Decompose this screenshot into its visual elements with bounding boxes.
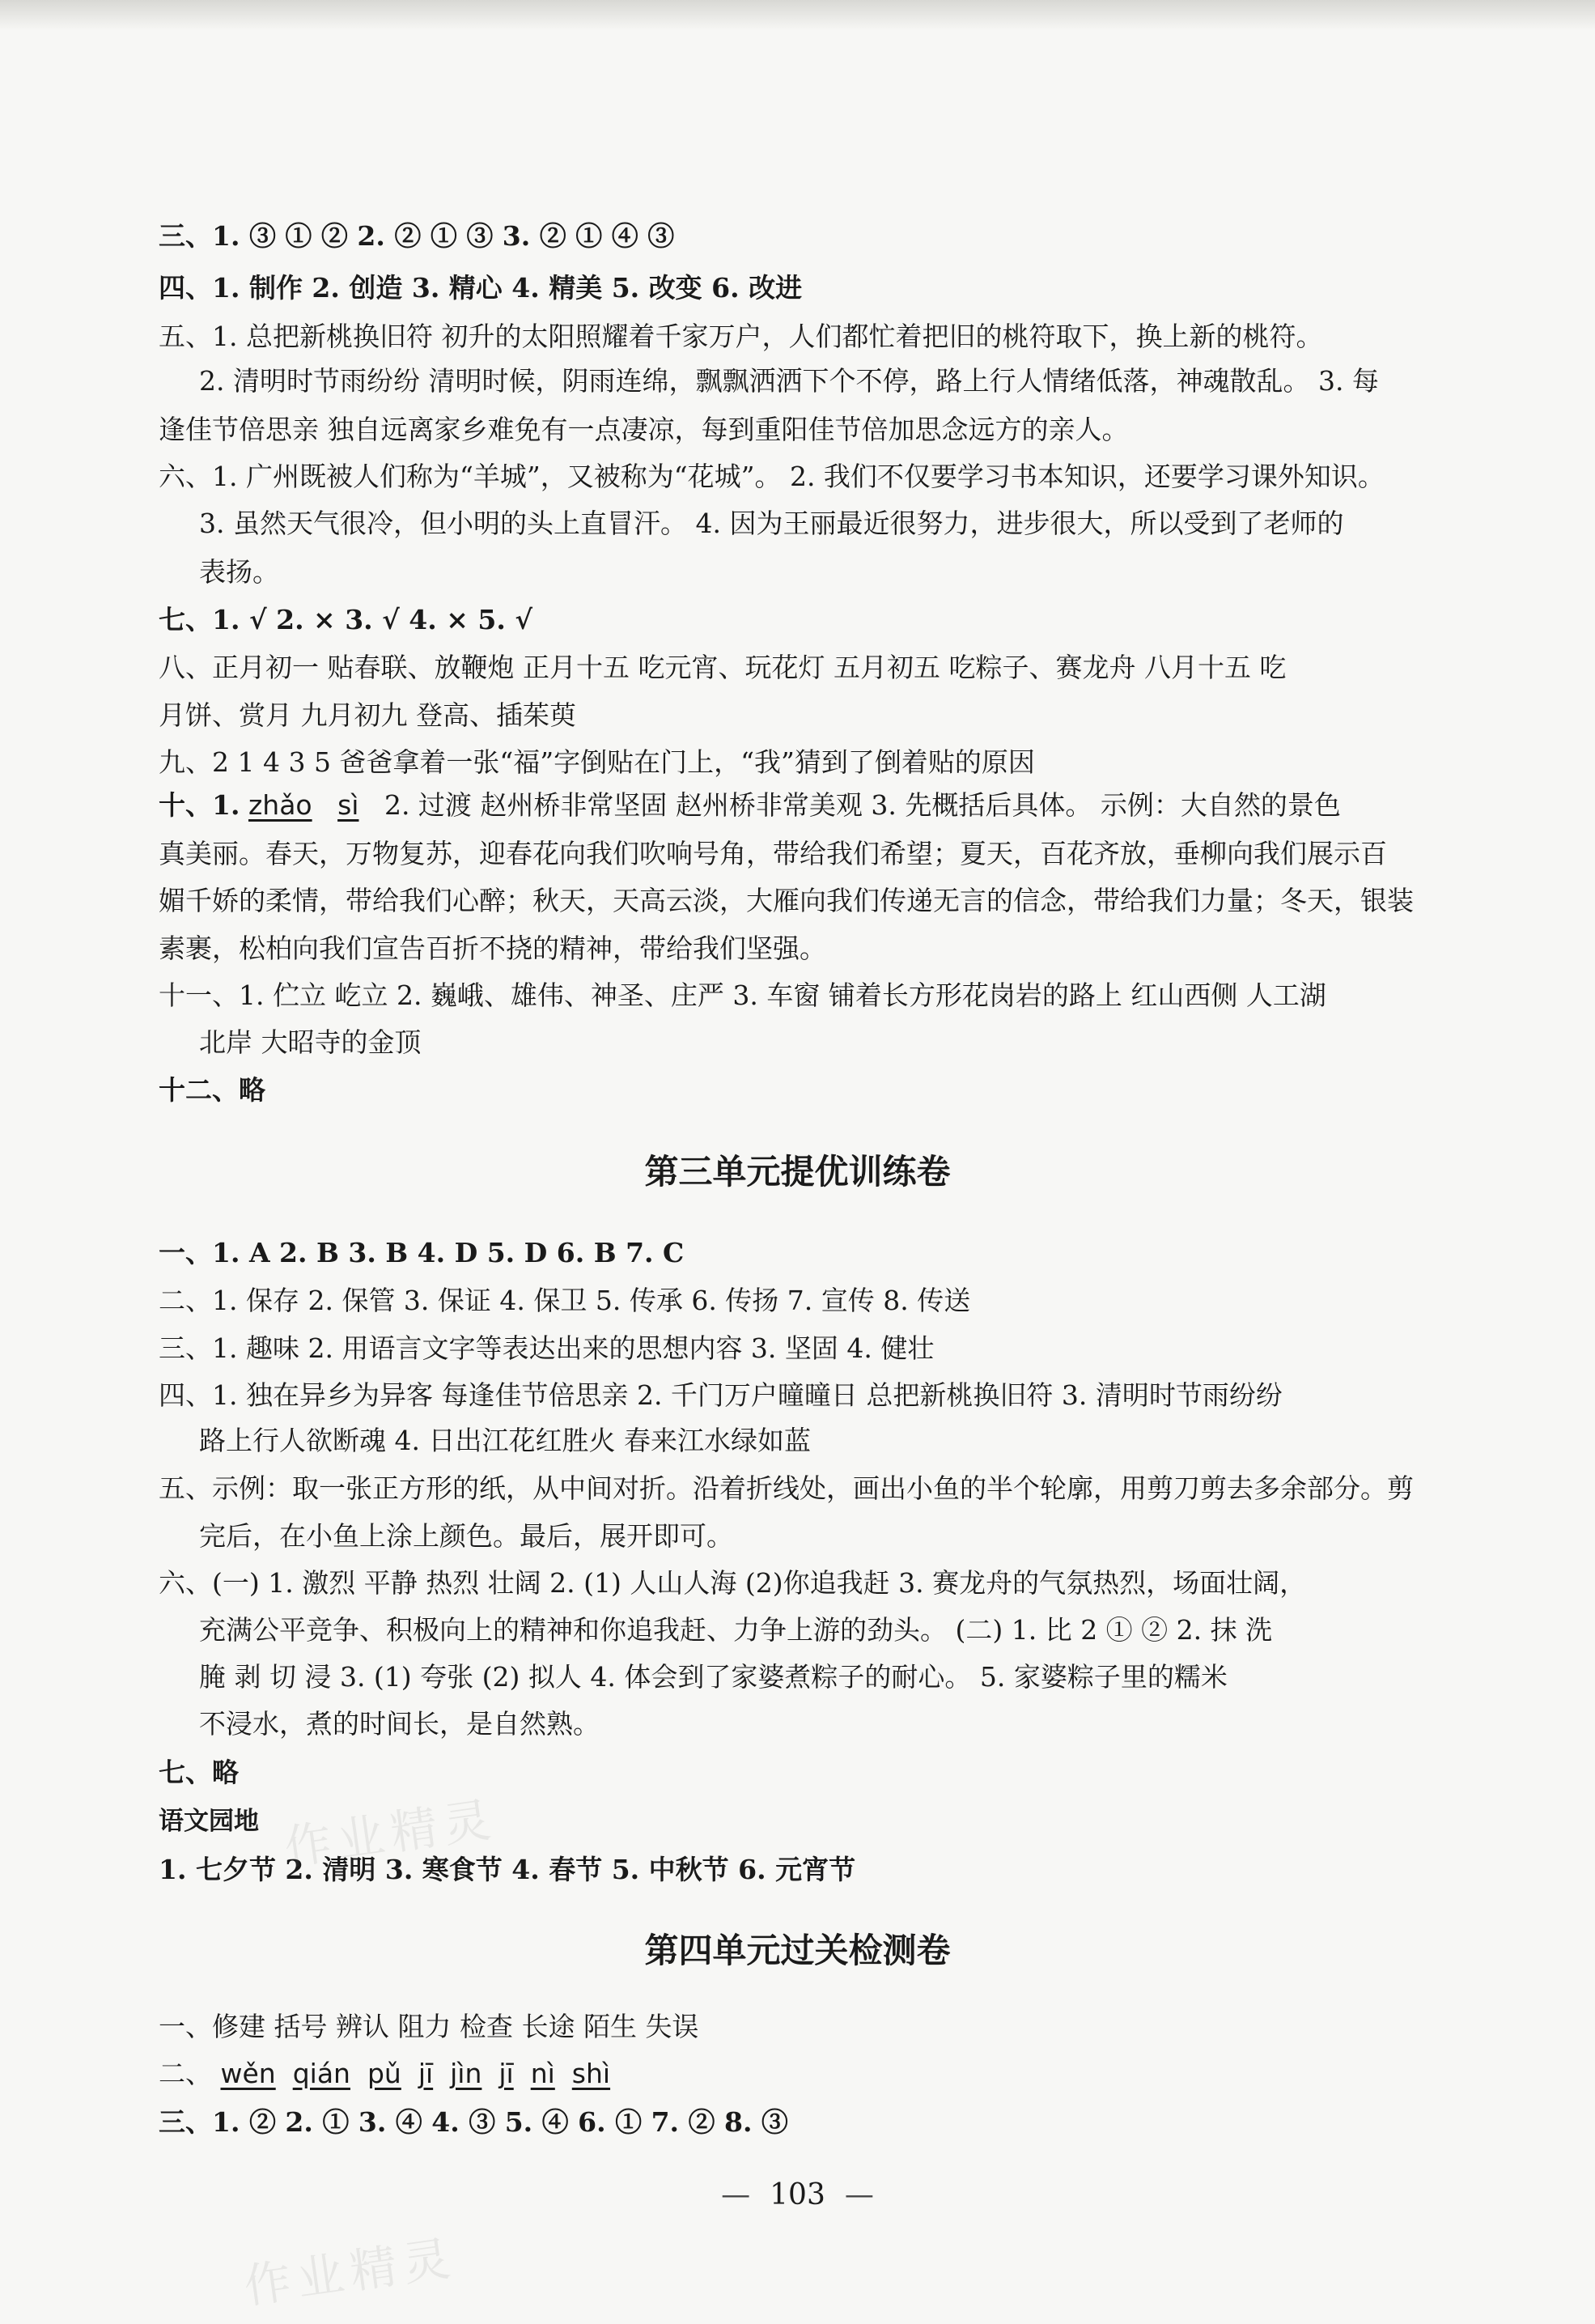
pinyin: qián — [292, 2058, 350, 2089]
pinyin: jī — [418, 2058, 434, 2089]
item-number: 二、 — [159, 2058, 212, 2089]
answer-line: 媚千娇的柔情，带给我们心醉；秋天，天高云淡，大雁向我们传递无言的信念，带给我们力量；冬天，银装 — [159, 885, 1414, 916]
answer-line: 一、1. A 2. B 3. B 4. D 5. D 6. B 7. C — [159, 1237, 685, 1268]
answer-line: 六、1. 广州既被人们称为“羊城”，又被称为“花城”。 2. 我们不仅要学习书本知识，还要学习课外知识。 — [159, 461, 1385, 492]
pinyin: pǔ — [367, 2058, 401, 2089]
answer-line: 二、1. 保存 2. 保管 3. 保证 4. 保卫 5. 传承 6. 传扬 7. 宣传 8. 传送 — [159, 1285, 971, 1316]
answer-line: 月饼、赏月 九月初九 登高、插茱萸 — [159, 699, 576, 731]
answer-line-pinyin — [159, 2058, 1470, 2090]
page-number-value: 103 — [770, 2178, 825, 2211]
answer-line: 三、1. ③ ① ② 2. ② ① ③ 3. ② ① ④ ③ — [159, 220, 675, 252]
page-dash: — — [721, 2178, 751, 2211]
section-heading: 第三单元提优训练卷 — [644, 1152, 951, 1192]
answer-line: 五、示例：取一张正方形的纸，从中间对折。沿着折线处，画出小鱼的半个轮廓，用剪刀剪去多余部分。剪 — [159, 1472, 1414, 1504]
answer-line: 七、1. √ 2. × 3. √ 4. × 5. √ — [159, 604, 533, 635]
answer-line: 完后，在小鱼上涂上颜色。最后，展开即可。 — [199, 1520, 733, 1552]
answer-line: 3. 虽然天气很冷，但小明的头上直冒汗。 4. 因为王丽最近很努力，进步很大，所以受到了老师的 — [199, 508, 1344, 539]
answer-line: 真美丽。春天，万物复苏，迎春花向我们吹响号角，带给我们希望；夏天，百花齐放，垂柳向我们展示百 — [159, 838, 1387, 869]
answer-line: 一、修建 括号 辨认 阻力 检查 长途 陌生 失误 — [159, 2011, 699, 2042]
answer-line: 八、正月初一 贴春联、放鞭炮 正月十五 吃元宵、玩花灯 五月初五 吃粽子、赛龙舟 八月十五 吃 — [159, 652, 1287, 683]
watermark: 作业精灵 — [240, 2229, 460, 2314]
page-number — [0, 2177, 1595, 2213]
pinyin: zhǎo — [248, 789, 312, 821]
pinyin: nì — [530, 2058, 555, 2089]
answer-line: 六、(一) 1. 激烈 平静 热烈 壮阔 2. (1) 人山人海 (2)你追我赶 3. 赛龙舟的气氛热烈，场面壮阔， — [159, 1567, 1307, 1599]
answer-line: 三、1. 趣味 2. 用语言文字等表达出来的思想内容 3. 坚固 4. 健壮 — [159, 1332, 935, 1364]
pinyin: jī — [498, 2058, 514, 2089]
pinyin: shì — [571, 2058, 611, 2089]
answer-line: 九、2 1 4 3 5 爸爸拿着一张“福”字倒贴在门上，“我”猜到了倒着贴的原因 — [159, 746, 1035, 778]
section-heading: 第四单元过关检测卷 — [644, 1931, 951, 1970]
answer-line: 四、1. 独在异乡为异客 每逢佳节倍思亲 2. 千门万户曈曈日 总把新桃换旧符 3. 清明时节雨纷纷 — [159, 1379, 1283, 1411]
pinyin: wěn — [220, 2058, 276, 2089]
answer-line: 五、1. 总把新桃换旧符 初升的太阳照耀着千家万户，人们都忙着把旧的桃符取下，换上新的桃符。 — [159, 321, 1323, 352]
answer-line: 素裹，松柏向我们宣告百折不挠的精神，带给我们坚强。 — [159, 933, 826, 964]
answer-line: 十一、1. 伫立 屹立 2. 巍峨、雄伟、神圣、庄严 3. 车窗 铺着长方形花岗岩的路上 红山西侧 人工湖 — [159, 979, 1326, 1011]
pinyin: jìn — [450, 2058, 482, 2089]
answer-line: 表扬。 — [199, 556, 279, 588]
answer-line: 十二、略 — [159, 1074, 265, 1106]
item-number: 十、1. — [159, 789, 240, 821]
scan-edge — [0, 0, 1595, 31]
answer-line: 逢佳节倍思亲 独自远离家乡难免有一点凄凉，每到重阳佳节倍加思念远方的亲人。 — [159, 414, 1129, 445]
watermark: 作业精灵 — [281, 1791, 501, 1876]
answer-line: 北岸 大昭寺的金顶 — [199, 1026, 422, 1058]
answer-line-pinyin — [159, 789, 1470, 822]
page-dash: — — [844, 2178, 874, 2211]
answer-line: 三、1. ② 2. ① 3. ④ 4. ③ 5. ④ 6. ① 7. ② 8. ③ — [159, 2106, 788, 2138]
answer-line: 1. 七夕节 2. 清明 3. 寒食节 4. 春节 5. 中秋节 6. 元宵节 — [159, 1854, 856, 1885]
answer-line: 四、1. 制作 2. 创造 3. 精心 4. 精美 5. 改变 6. 改进 — [159, 272, 803, 304]
pinyin: sì — [337, 789, 359, 821]
answer-line: 充满公平竞争、积极向上的精神和你追我赶、力争上游的劲头。 (二) 1. 比 2 ① ② 2. 抹 洗 — [199, 1614, 1273, 1646]
answer-line: 2. 清明时节雨纷纷 清明时候，阴雨连绵，飘飘洒洒下个不停，路上行人情绪低落，神魂散乱。 3. 每 — [199, 365, 1379, 397]
answer-text: 2. 过渡 赵州桥非常坚固 赵州桥非常美观 3. 先概括后具体。 示例：大自然的景色 — [384, 789, 1341, 821]
answer-line: 腌 剥 切 浸 3. (1) 夸张 (2) 拟人 4. 体会到了家婆煮粽子的耐心。 5. 家婆粽子里的糯米 — [199, 1661, 1228, 1693]
answer-line: 路上行人欲断魂 4. 日出江花红胜火 春来江水绿如蓝 — [199, 1425, 811, 1456]
answer-line: 不浸水，煮的时间长，是自然熟。 — [199, 1708, 600, 1740]
answer-line: 七、略 — [159, 1757, 239, 1788]
subsection-heading: 语文园地 — [159, 1807, 259, 1836]
